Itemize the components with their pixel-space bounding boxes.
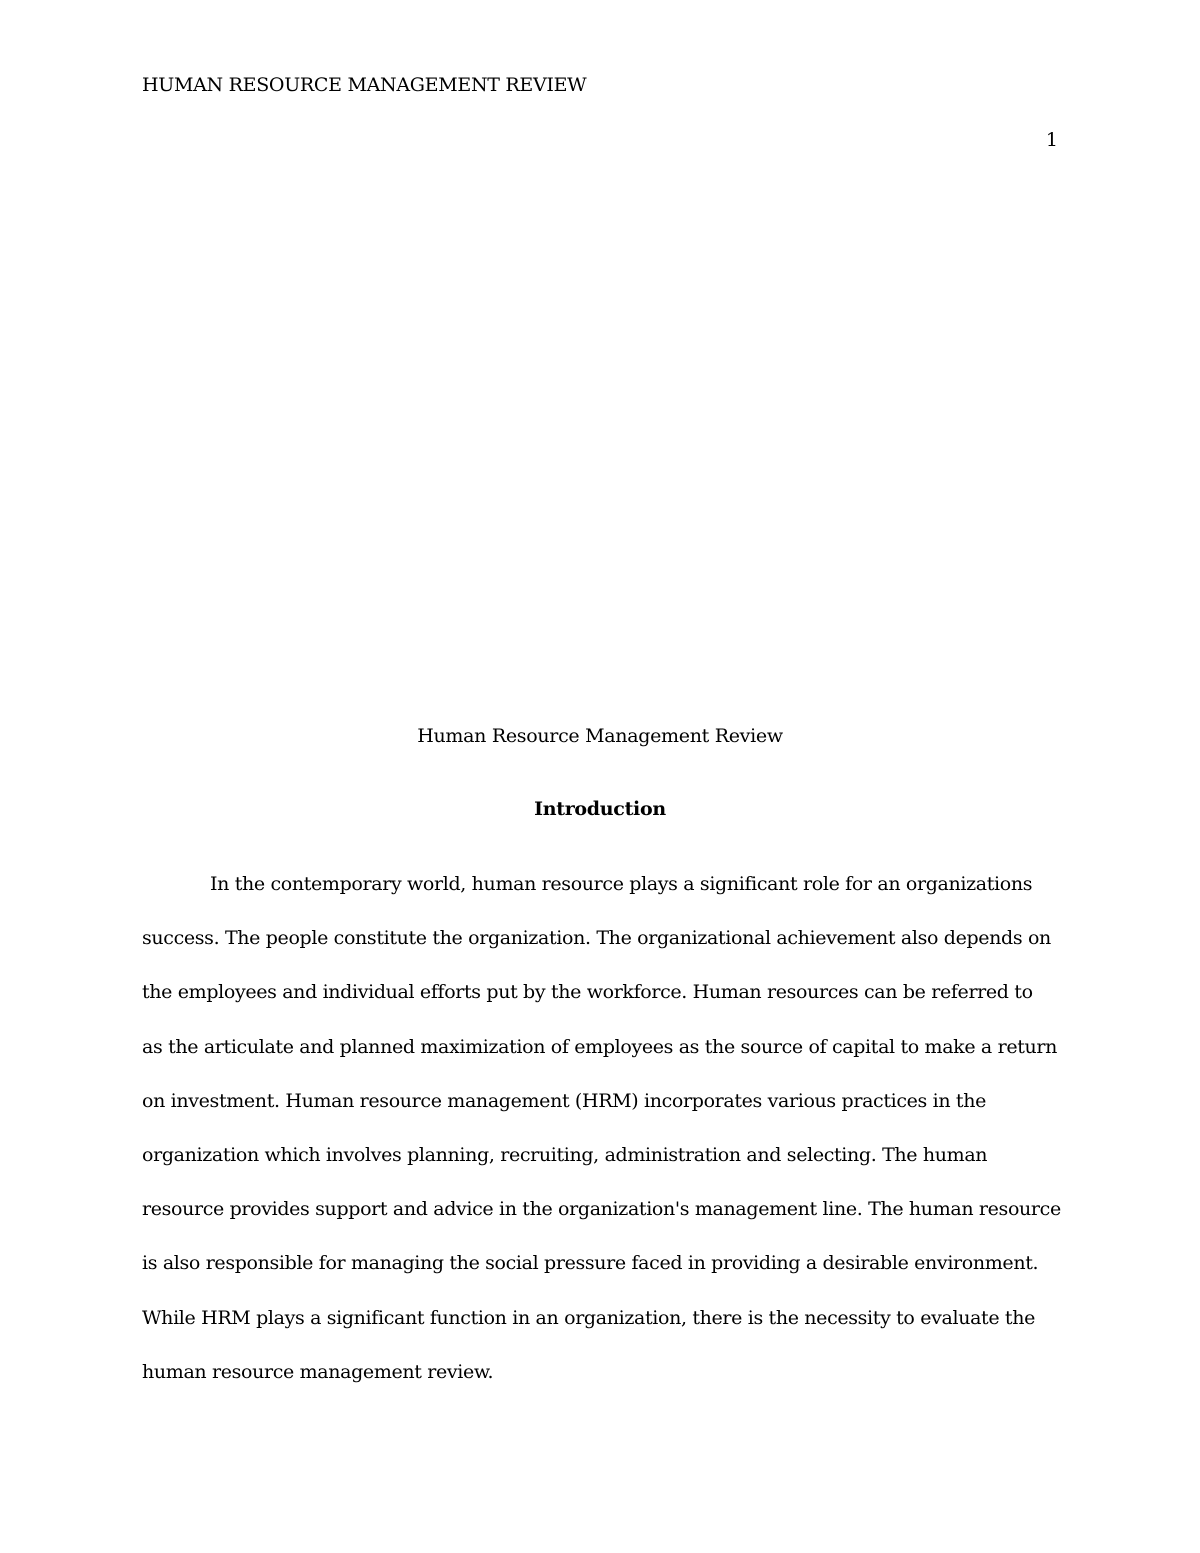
paragraph-line: as the articulate and planned maximization of employees as the source of capital to make a return bbox=[142, 1035, 1058, 1058]
paragraph-line: the employees and individual efforts put by the workforce. Human resources can be referred to bbox=[142, 981, 1033, 1004]
body-paragraph bbox=[142, 871, 1062, 1413]
paragraph-line: human resource management review. bbox=[142, 1360, 494, 1383]
paragraph-line: is also responsible for managing the social pressure faced in providing a desirable environment. bbox=[142, 1252, 1039, 1275]
page-number: 1 bbox=[1045, 129, 1058, 151]
paragraph-line: resource provides support and advice in the organization's management line. The human resource bbox=[142, 1198, 1061, 1221]
paragraph-line: organization which involves planning, recruiting, administration and selecting. The human bbox=[142, 1143, 988, 1166]
paragraph-line: on investment. Human resource management (HRM) incorporates various practices in the bbox=[142, 1089, 986, 1112]
running-head: HUMAN RESOURCE MANAGEMENT REVIEW bbox=[142, 74, 587, 96]
paragraph-line: In the contemporary world, human resource plays a significant role for an organizations bbox=[210, 873, 1033, 895]
section-heading: Introduction bbox=[534, 798, 666, 820]
paragraph-line: success. The people constitute the organization. The organizational achievement also depends on bbox=[142, 927, 1051, 950]
document-title: Human Resource Management Review bbox=[417, 725, 783, 747]
paragraph-line: While HRM plays a significant function in an organization, there is the necessity to evaluate the bbox=[142, 1306, 1035, 1329]
